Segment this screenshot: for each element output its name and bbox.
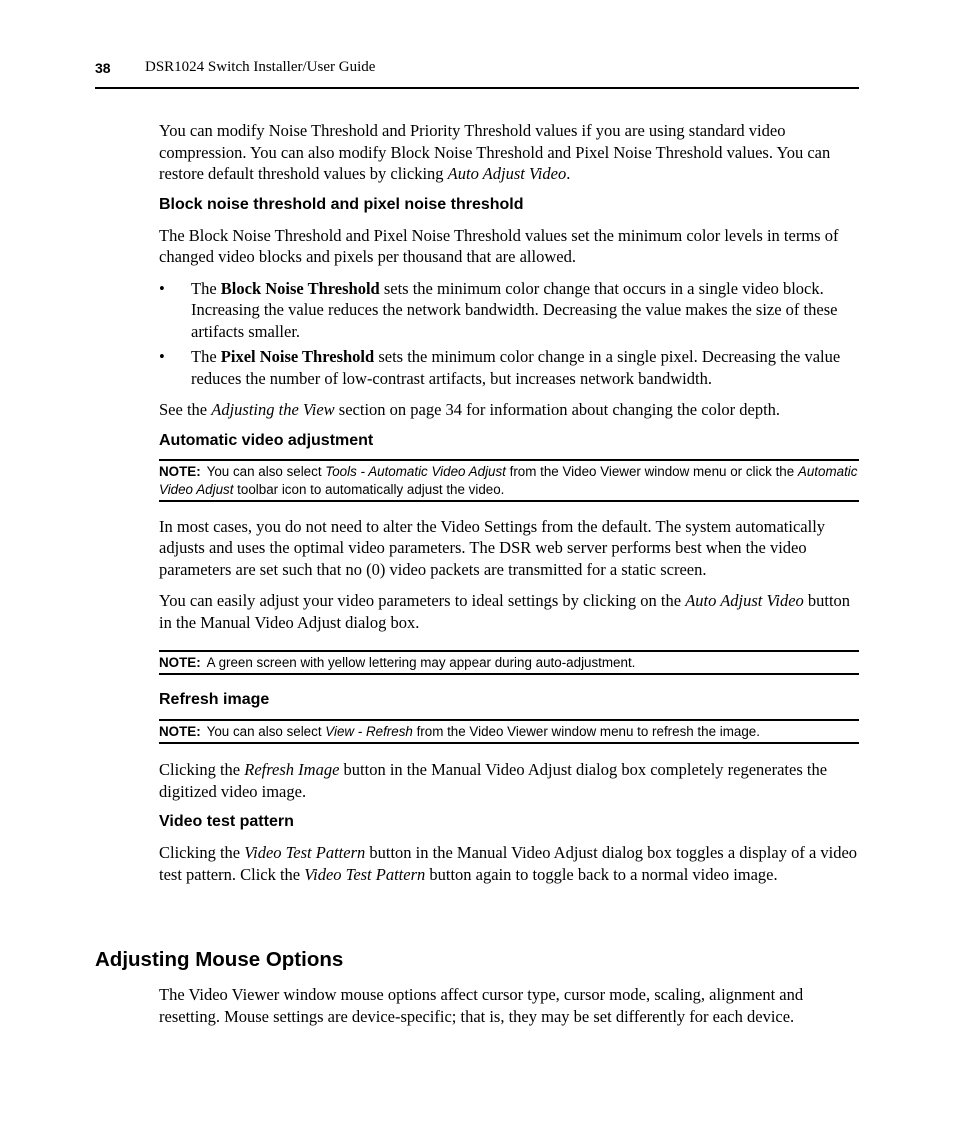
- page-number: 38: [95, 60, 111, 76]
- page-body: [159, 120, 859, 885]
- note-refresh: NOTE: You can also select View - Refresh from the Video Viewer window menu to refresh the image.: [159, 719, 859, 744]
- refresh-paragraph: Clicking the Refresh Image button in the Manual Video Adjust dialog box completely regenerates the digitized video image.: [159, 760, 828, 801]
- test-pattern-paragraph: Clicking the Video Test Pattern button in the Manual Video Adjust dialog box toggles a display of a video test pattern. Click the Video Test Pattern button again to toggle back to a normal video image.: [159, 843, 858, 884]
- auto-adjust-paragraph: You can easily adjust your video parameters to ideal settings by clicking on the Auto Adjust Video button in the Manual Video Adjust dialog box.: [159, 591, 851, 632]
- section-heading-block-noise: Block noise threshold and pixel noise threshold: [159, 195, 524, 213]
- document-title: DSR1024 Switch Installer/User Guide: [145, 59, 376, 75]
- note-green-screen: NOTE: A green screen with yellow lettering may appear during auto-adjustment.: [159, 650, 859, 675]
- mouse-section-body: [159, 984, 859, 1027]
- mouse-paragraph: The Video Viewer window mouse options affect cursor type, cursor mode, scaling, alignment and resetting. Mouse settings are device-specific; that is, they may be set differently for each device.: [159, 985, 804, 1026]
- threshold-bullet-list: [159, 278, 859, 390]
- section-heading-refresh: Refresh image: [159, 691, 270, 708]
- block-noise-paragraph: The Block Noise Threshold and Pixel Noise Threshold values set the minimum color levels in terms of changed video blocks and pixels per thousand that are allowed.: [159, 225, 839, 266]
- section-heading-mouse-options: Adjusting Mouse Options: [95, 948, 344, 971]
- page-header: [95, 59, 859, 89]
- list-item: • The Block Noise Threshold sets the minimum color change that occurs in a single video block. Increasing the value reduces the network bandwidth. Decreasing the value makes the size of these artifacts smaller.: [159, 278, 838, 341]
- auto-video-paragraph: In most cases, you do not need to alter the Video Settings from the default. The system automatically adjusts and uses the optimal video parameters. The DSR web server performs best when the video parameters are set such that no (0) video packets are transmitted for a static screen.: [159, 516, 826, 579]
- section-heading-auto-video: Automatic video adjustment: [159, 431, 374, 449]
- note-auto-adjust: NOTE: You can also select Tools - Automatic Video Adjust from the Video Viewer window menu or click the Automatic Video Adjust toolbar icon to automatically adjust the video.: [159, 459, 859, 502]
- section-heading-test-pattern: Video test pattern: [159, 813, 294, 830]
- see-also-paragraph: See the Adjusting the View section on page 34 for information about changing the color depth.: [159, 400, 781, 419]
- intro-paragraph: You can modify Noise Threshold and Priority Threshold values if you are using standard video compression. You can also modify Block Noise Threshold and Pixel Noise Threshold values. You can restore default threshold values by clicking Auto Adjust Video.: [159, 121, 831, 183]
- list-item: • The Pixel Noise Threshold sets the minimum color change in a single pixel. Decreasing the value reduces the number of low-contrast artifacts, but increases network bandwidth.: [159, 347, 841, 388]
